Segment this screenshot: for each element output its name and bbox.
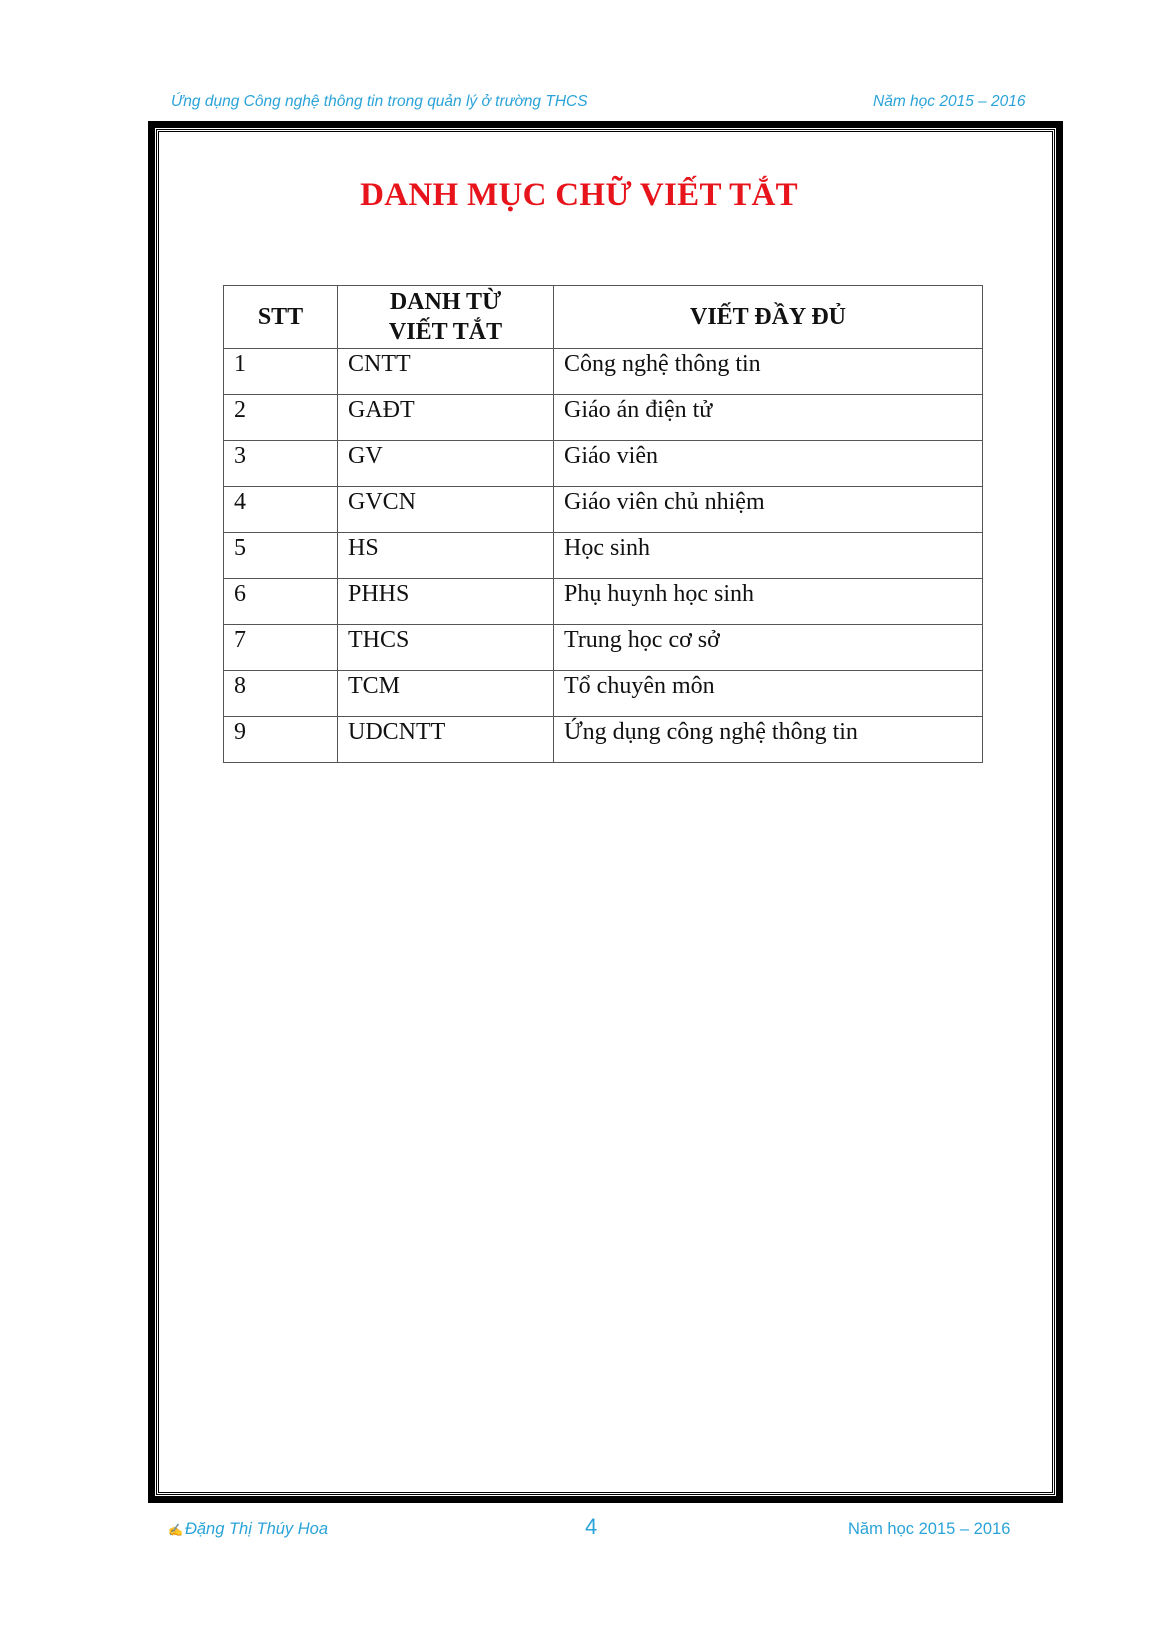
column-header-stt: STT (224, 286, 338, 349)
cell-abbreviation: TCM (338, 671, 554, 717)
cell-full-form: Giáo án điện tử (554, 395, 983, 441)
cell-stt: 5 (224, 533, 338, 579)
column-header-abbreviation (338, 286, 554, 349)
table-row (224, 349, 983, 395)
running-header-title: Ứng dụng Công nghệ thông tin trong quản lý ở trường THCS (171, 93, 588, 110)
cell-abbreviation: UDCNTT (338, 717, 554, 763)
table-row (224, 441, 983, 487)
table-row (224, 579, 983, 625)
cell-full-form: Học sinh (554, 533, 983, 579)
cell-full-form: Ứng dụng công nghệ thông tin (554, 717, 983, 763)
cell-full-form: Công nghệ thông tin (554, 349, 983, 395)
cell-stt: 9 (224, 717, 338, 763)
table-row (224, 533, 983, 579)
cell-full-form: Trung học cơ sở (554, 625, 983, 671)
page-title: DANH MỤC CHỮ VIẾT TẮT (360, 177, 798, 213)
table-row (224, 671, 983, 717)
pen-icon: ✍ (168, 1523, 183, 1537)
column-header-full-form: VIẾT ĐẦY ĐỦ (554, 286, 983, 349)
cell-stt: 3 (224, 441, 338, 487)
cell-stt: 4 (224, 487, 338, 533)
page-number: 4 (585, 1514, 598, 1539)
cell-full-form: Tổ chuyên môn (554, 671, 983, 717)
abbreviation-table (223, 285, 983, 763)
cell-stt: 1 (224, 349, 338, 395)
cell-abbreviation: GAĐT (338, 395, 554, 441)
footer-author-name: Đặng Thị Thúy Hoa (184, 1520, 329, 1538)
column-header-abbreviation-line1: DANH TỪ (389, 289, 502, 315)
cell-full-form: Giáo viên (554, 441, 983, 487)
cell-stt: 7 (224, 625, 338, 671)
cell-abbreviation: GV (338, 441, 554, 487)
cell-full-form: Phụ huynh học sinh (554, 579, 983, 625)
cell-abbreviation: THCS (338, 625, 554, 671)
table-row (224, 717, 983, 763)
cell-stt: 8 (224, 671, 338, 717)
cell-stt: 2 (224, 395, 338, 441)
table-row (224, 487, 983, 533)
cell-abbreviation: PHHS (338, 579, 554, 625)
cell-full-form: Giáo viên chủ nhiệm (554, 487, 983, 533)
column-header-abbreviation-line2: VIẾT TẮT (388, 319, 503, 345)
cell-abbreviation: CNTT (338, 349, 554, 395)
footer-year: Năm học 2015 – 2016 (848, 1520, 1011, 1538)
table-row (224, 395, 983, 441)
table-row (224, 625, 983, 671)
cell-stt: 6 (224, 579, 338, 625)
cell-abbreviation: HS (338, 533, 554, 579)
cell-abbreviation: GVCN (338, 487, 554, 533)
running-header-year: Năm học 2015 – 2016 (873, 93, 1026, 110)
table-header-row (224, 286, 983, 349)
footer-author (168, 1520, 328, 1539)
